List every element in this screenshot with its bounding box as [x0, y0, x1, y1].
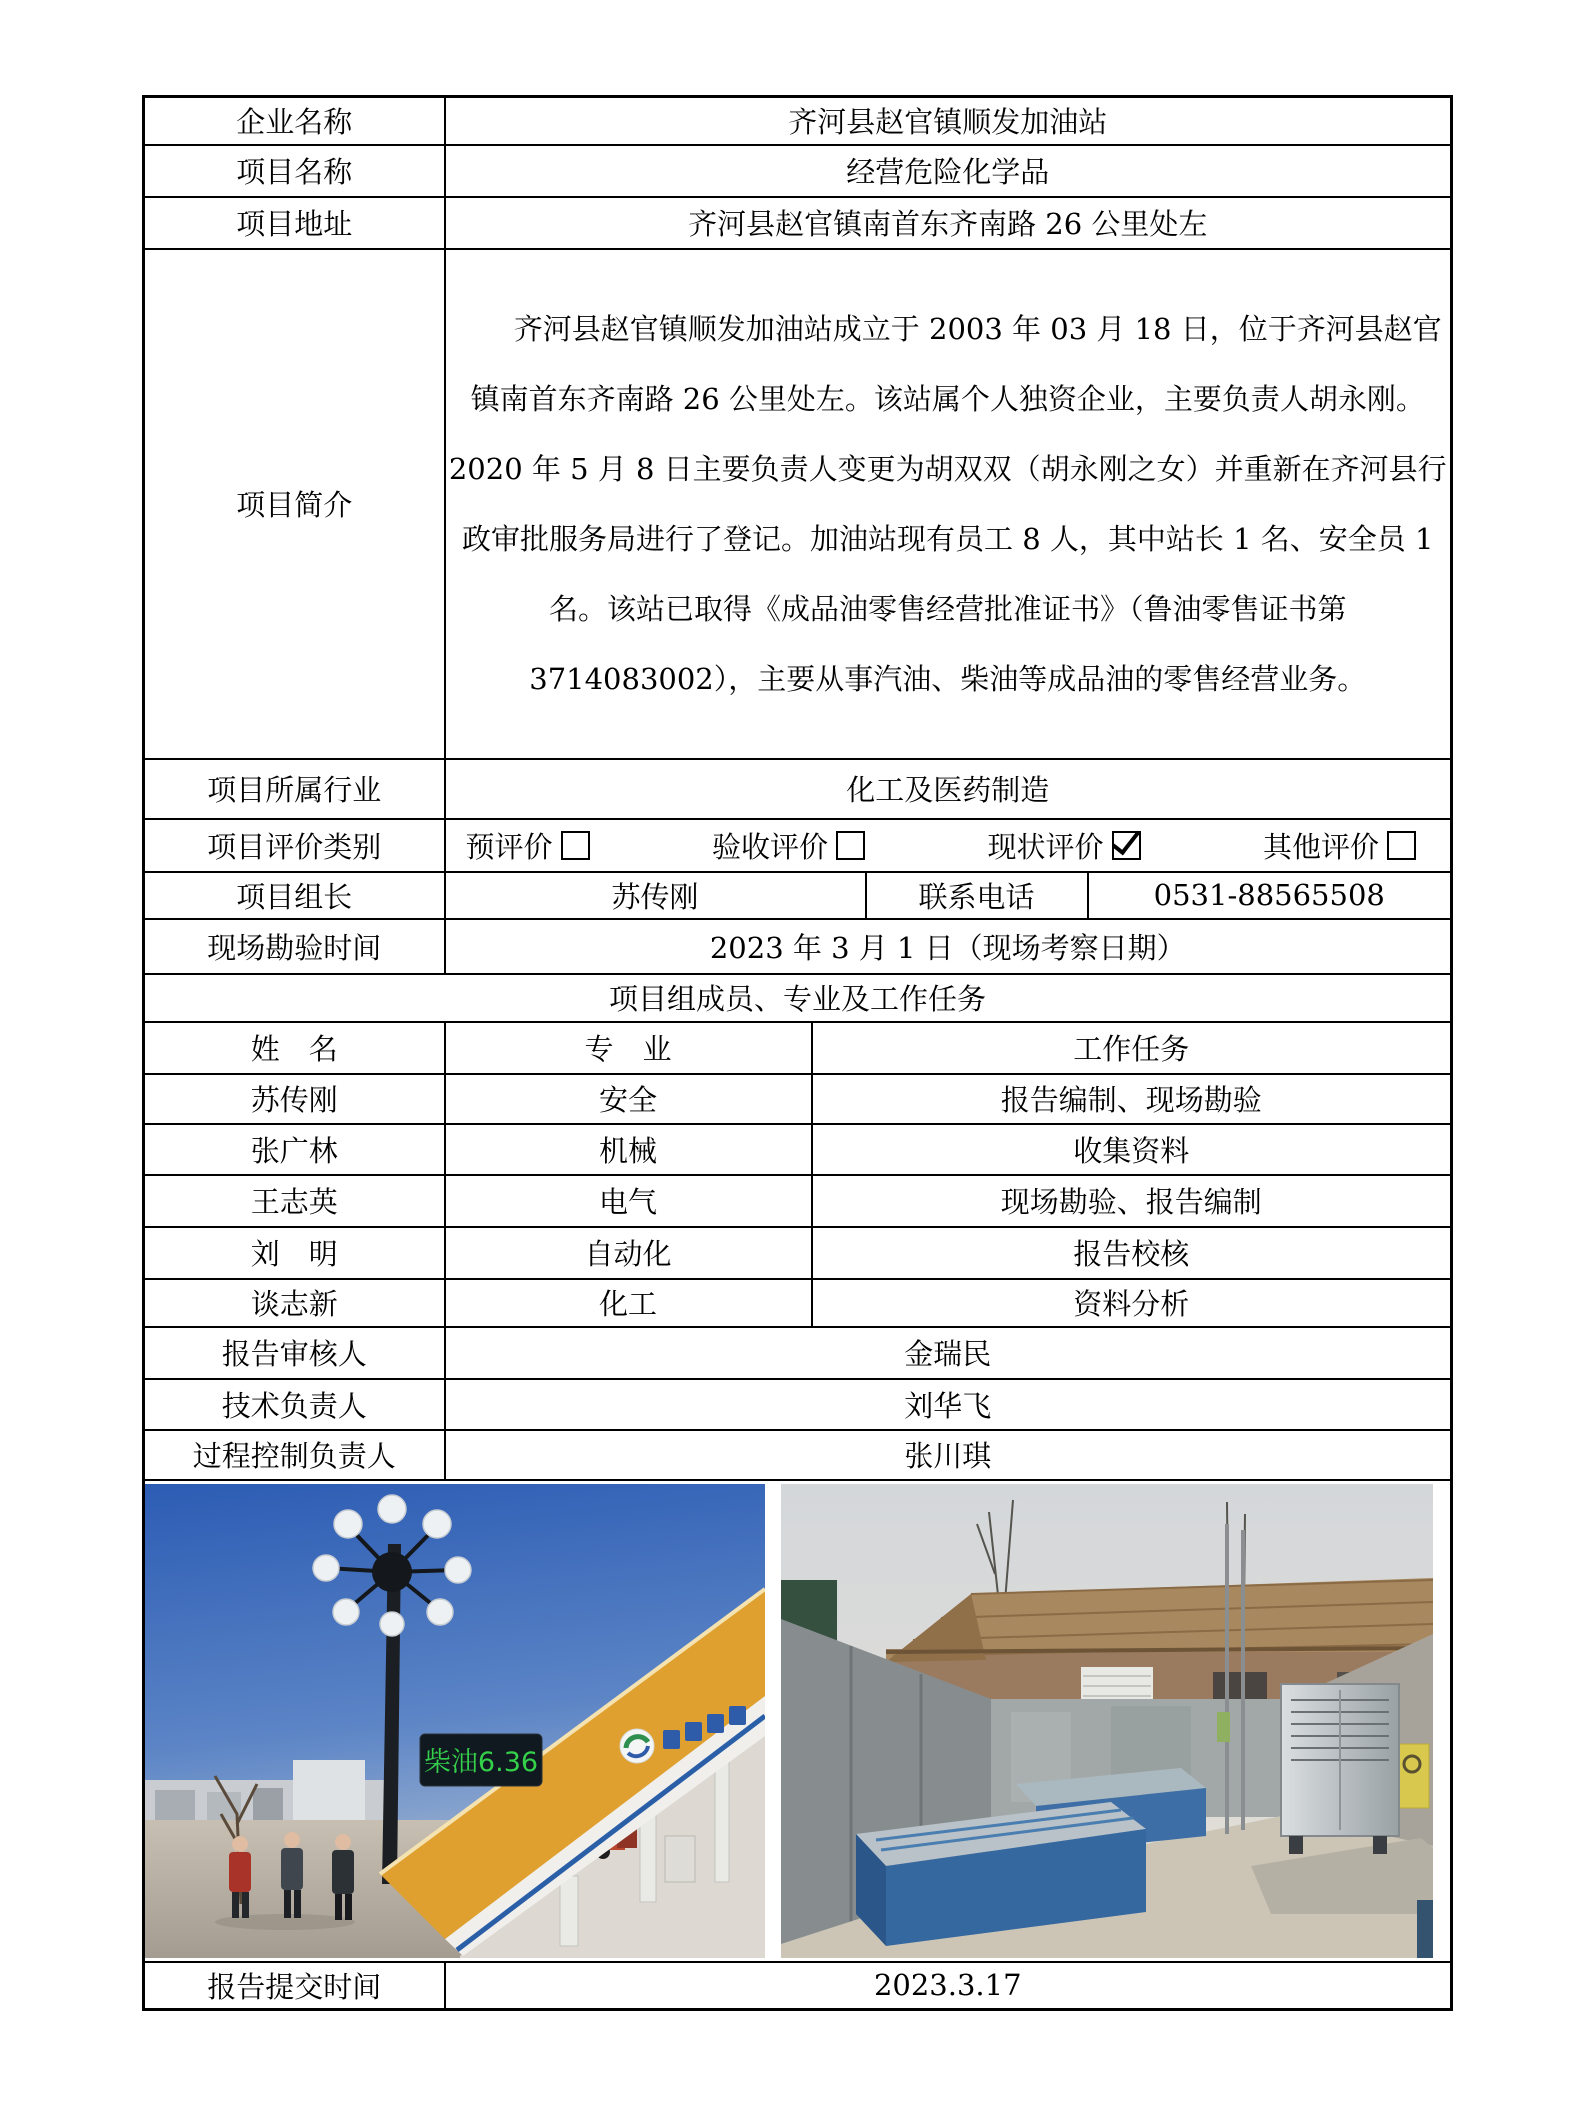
- evaluation-type-label: 项目评价类别: [144, 819, 445, 872]
- submit-time-label: 报告提交时间: [144, 1962, 445, 2010]
- member-task: 收集资料: [812, 1124, 1452, 1175]
- member-major: 安全: [445, 1074, 812, 1124]
- member-major: 机械: [445, 1124, 812, 1175]
- submit-time-value: 2023.3.17: [445, 1962, 1452, 2010]
- survey-time-label: 现场勘验时间: [144, 919, 445, 974]
- member-name: 谈志新: [144, 1279, 445, 1327]
- price-display: [420, 1734, 542, 1786]
- member-task: 报告校核: [812, 1227, 1452, 1279]
- member-row: [144, 1074, 1452, 1124]
- member-task: 报告编制、现场勘验: [812, 1074, 1452, 1124]
- fuel-pump: [665, 1836, 695, 1882]
- member-row: [144, 1175, 1452, 1227]
- leader-value: 苏传刚: [445, 872, 866, 919]
- members-col-task: 工作任务: [812, 1022, 1452, 1074]
- reviewer-label: 报告审核人: [144, 1327, 445, 1379]
- brand-logo: [620, 1729, 654, 1763]
- survey-time-value: 2023 年 3 月 1 日（现场考察日期）: [445, 919, 1452, 974]
- eval-option-acceptance: 验收评价: [712, 825, 865, 866]
- company-name-label: 企业名称: [144, 97, 445, 145]
- member-name: 苏传刚: [144, 1074, 445, 1124]
- process-lead-label: 过程控制负责人: [144, 1430, 445, 1480]
- stainless-cabinet: [1281, 1684, 1399, 1854]
- tank-area-photo: [781, 1484, 1433, 1958]
- eval-checkbox-0: [561, 831, 590, 860]
- industry-label: 项目所属行业: [144, 759, 445, 819]
- reviewer-value: 金瑞民: [445, 1327, 1452, 1379]
- project-intro-text: 齐河县赵官镇顺发加油站成立于 2003 年 03 月 18 日，位于齐河县赵官镇南首东齐南路 26 公里处左。该站属个人独资企业，主要负责人胡永刚。2020 年 5 月 8 日主要负责人变更为胡双双（胡永刚之女）并重新在齐河县行政审批服务局进行了登记。加油站现有员工 8 人，其中站长 1 名、安全员 1 名。该站已取得《成品油零售经营批准证书》（鲁油零售证书第 3714083002），主要从事汽油、柴油等成品油的零售经营业务。: [445, 249, 1452, 759]
- eval-option-status: 现状评价: [988, 825, 1141, 866]
- project-address-value: 齐河县赵官镇南首东齐南路 26 公里处左: [445, 197, 1452, 249]
- company-name-value: 齐河县赵官镇顺发加油站: [445, 97, 1452, 145]
- pole-tag: [1217, 1712, 1230, 1742]
- members-col-name: 姓 名: [144, 1022, 445, 1074]
- phone-label: 联系电话: [866, 872, 1088, 919]
- tech-lead-value: 刘华飞: [445, 1379, 1452, 1430]
- evaluation-type-options: [445, 819, 1452, 872]
- process-lead-value: 张川琪: [445, 1430, 1452, 1480]
- corner-structure: [1417, 1900, 1433, 1958]
- price-text: 柴油6.36: [423, 1746, 539, 1778]
- leader-label: 项目组长: [144, 872, 445, 919]
- eval-checkbox-3: [1387, 831, 1416, 860]
- report-info-table: [142, 95, 1453, 2011]
- member-name: 王志英: [144, 1175, 445, 1227]
- eval-option-other: 其他评价: [1263, 825, 1416, 866]
- site-photos-row: [144, 1480, 1452, 1962]
- tech-lead-label: 技术负责人: [144, 1379, 445, 1430]
- gas-station-photo: [145, 1484, 765, 1958]
- members-col-major: 专 业: [445, 1022, 812, 1074]
- member-name: 张广林: [144, 1124, 445, 1175]
- eval-checkbox-1: [836, 831, 865, 860]
- project-name-value: 经营危险化学品: [445, 145, 1452, 197]
- member-task: 资料分析: [812, 1279, 1452, 1327]
- project-intro-label: 项目简介: [144, 249, 445, 759]
- member-major: 化工: [445, 1279, 812, 1327]
- eval-checkbox-2: [1112, 831, 1141, 860]
- eval-option-pre: 预评价: [466, 825, 590, 866]
- members-section-header: 项目组成员、专业及工作任务: [144, 974, 1452, 1022]
- member-row: [144, 1279, 1452, 1327]
- member-major: 电气: [445, 1175, 812, 1227]
- member-name: 刘 明: [144, 1227, 445, 1279]
- phone-value: 0531-88565508: [1088, 872, 1452, 919]
- member-major: 自动化: [445, 1227, 812, 1279]
- project-name-label: 项目名称: [144, 145, 445, 197]
- member-task: 现场勘验、报告编制: [812, 1175, 1452, 1227]
- project-address-label: 项目地址: [144, 197, 445, 249]
- member-row: [144, 1124, 1452, 1175]
- industry-value: 化工及医药制造: [445, 759, 1452, 819]
- member-row: [144, 1227, 1452, 1279]
